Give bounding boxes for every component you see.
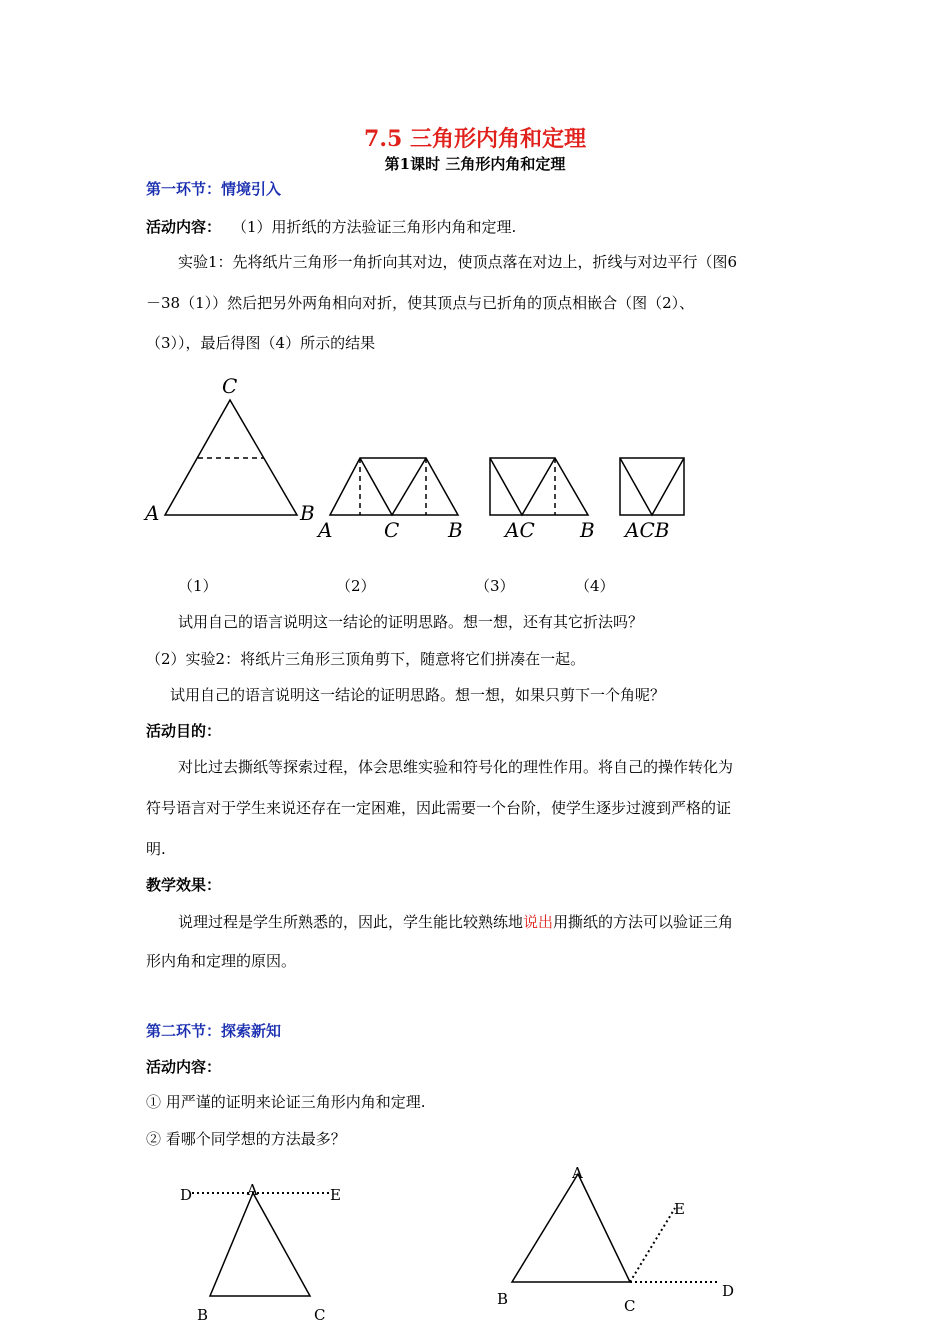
page-title: 7.5 三角形内角和定理 (364, 126, 586, 152)
fig3-label-b: B (580, 518, 595, 542)
fig2-label-c: C (384, 518, 400, 542)
fig1-label-b: B (300, 501, 315, 525)
fig-caption-2: （2） (336, 577, 376, 595)
fig-right-label-a: A (572, 1164, 583, 1182)
fig-right-label-c: C (624, 1297, 636, 1315)
effect-line2: 形内角和定理的原因。 (146, 952, 297, 970)
fig-caption-3: （3） (475, 577, 515, 595)
fig-left-label-a: A (247, 1181, 258, 1199)
effect-text-red: 说出 (523, 913, 554, 931)
folding-figures (0, 360, 950, 600)
fig-left-triangle (210, 1193, 310, 1296)
fig2-fold (360, 458, 426, 515)
activity-text: （1）用折纸的方法验证三角形内角和定理. (232, 218, 517, 236)
goal-label: 活动目的： (146, 722, 222, 740)
effect-text-post: 用撕纸的方法可以验证三角 (553, 913, 734, 931)
fig1-triangle (165, 400, 297, 515)
fig2-label-b: B (448, 518, 463, 542)
goal-line3: 明. (146, 840, 166, 858)
fig1-label-c: C (222, 374, 238, 398)
fig-caption-4: （4） (575, 577, 615, 595)
fig4-rectangle (620, 458, 684, 515)
fig-left-label-c: C (314, 1306, 326, 1324)
section2-item1: ① 用严谨的证明来论证三角形内角和定理. (146, 1093, 426, 1111)
fig-left-label-d: D (180, 1186, 193, 1204)
fig-left-label-e: E (330, 1186, 341, 1204)
section1-heading: 第一环节：情境引入 (146, 180, 282, 198)
fig-caption-1: （1） (178, 577, 218, 595)
section2-item2: ② 看哪个同学想的方法最多？ (146, 1130, 346, 1148)
goal-line1: 对比过去撕纸等探索过程，体会思维实验和符号化的理性作用。将自己的操作转化为 (178, 758, 734, 776)
fig1-label-a: A (145, 501, 160, 525)
exp1-line3: （3）），最后得图（4）所示的结果 (146, 334, 376, 352)
effect-label: 教学效果： (146, 876, 222, 894)
page-subtitle: 第1课时 三角形内角和定理 (384, 155, 566, 173)
try1-text: 试用自己的语言说明这一结论的证明思路。想一想，还有其它折法吗？ (178, 613, 644, 631)
section2-heading: 第二环节：探索新知 (146, 1022, 282, 1040)
section2-activity-label: 活动内容： (146, 1058, 222, 1076)
fig4-label-acb: ACB (625, 518, 670, 542)
exp1-line2: －38（1））然后把另外两角相向对折，使其顶点与已折角的顶点相嵌合（图（2）、 (146, 294, 695, 312)
effect-line1 (178, 911, 733, 932)
exp1-line1: 实验1：先将纸片三角形一角折向其对边，使顶点落在对边上，折线与对边平行（图6 (178, 253, 738, 271)
proof-figures (0, 1160, 950, 1344)
exp2-text: （2）实验2：将纸片三角形三顶角剪下，随意将它们拼凑在一起。 (146, 650, 586, 668)
fig3-fold (490, 458, 555, 515)
fig-right-triangle (512, 1174, 630, 1282)
fig3-label-ac: AC (505, 518, 535, 542)
fig-right-label-d: D (722, 1282, 735, 1300)
try2-text: 试用自己的语言说明这一结论的证明思路。想一想，如果只剪下一个角呢？ (170, 686, 666, 704)
goal-line2: 符号语言对于学生来说还存在一定困难，因此需要一个台阶，使学生逐步过渡到严格的证 (146, 799, 732, 817)
activity-label: 活动内容： (146, 218, 222, 236)
fig2-label-a: A (318, 518, 333, 542)
fig-right-label-e: E (674, 1200, 685, 1218)
fig-right-label-b: B (497, 1290, 509, 1308)
fig-left-label-b: B (197, 1306, 209, 1324)
effect-text-pre: 说理过程是学生所熟悉的，因此，学生能比较熟练地 (178, 913, 524, 931)
fig2-trapezoid (330, 458, 458, 515)
fig-right-ray-ce (630, 1208, 675, 1282)
fig4-fold (620, 458, 684, 515)
